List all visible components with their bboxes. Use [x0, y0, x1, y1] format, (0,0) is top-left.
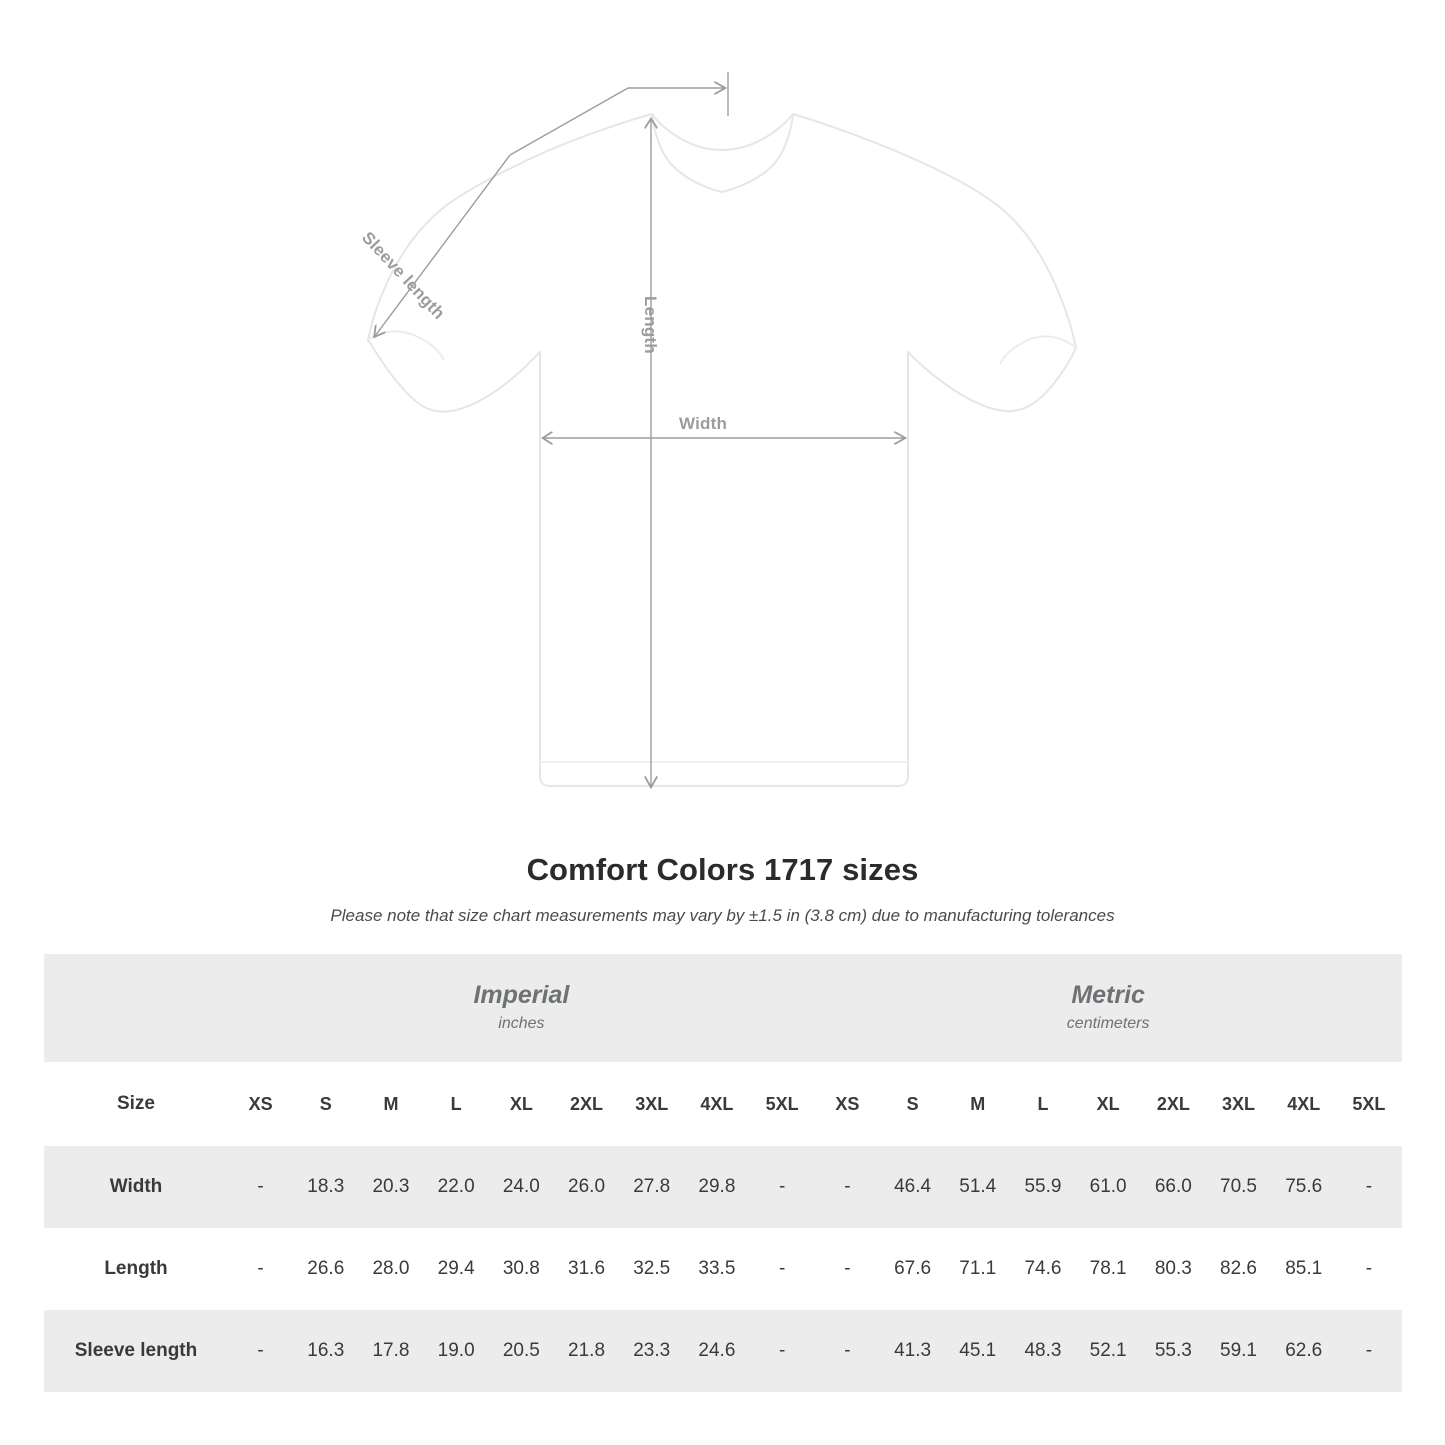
cell-width-imp-m: 20.3 — [358, 1146, 423, 1228]
size-table — [44, 954, 1402, 1392]
col-header-xs-imp: XS — [228, 1062, 293, 1146]
cell-sleeve-met-m: 45.1 — [945, 1310, 1010, 1392]
row-header-label: Size — [44, 1062, 228, 1146]
cell-sleeve-imp-5xl: - — [750, 1310, 815, 1392]
unit-group-metric — [815, 954, 1402, 1062]
cell-width-imp-2xl: 26.0 — [554, 1146, 619, 1228]
cell-sleeve-met-5xl: - — [1336, 1310, 1401, 1392]
col-header-xs-met: XS — [815, 1062, 880, 1146]
col-header-4xl-met: 4XL — [1271, 1062, 1336, 1146]
cell-length-imp-l: 29.4 — [424, 1228, 489, 1310]
row-label-length: Length — [44, 1228, 228, 1310]
col-header-4xl-imp: 4XL — [684, 1062, 749, 1146]
cell-sleeve-imp-2xl: 21.8 — [554, 1310, 619, 1392]
cell-sleeve-imp-xs: - — [228, 1310, 293, 1392]
cell-sleeve-imp-m: 17.8 — [358, 1310, 423, 1392]
table-row — [44, 1146, 1402, 1228]
row-label-width: Width — [44, 1146, 228, 1228]
cell-length-imp-m: 28.0 — [358, 1228, 423, 1310]
cell-sleeve-met-4xl: 62.6 — [1271, 1310, 1336, 1392]
table-row — [44, 1310, 1402, 1392]
col-header-3xl-imp: 3XL — [619, 1062, 684, 1146]
unit-group-imperial — [228, 954, 815, 1062]
cell-sleeve-imp-4xl: 24.6 — [684, 1310, 749, 1392]
row-label-sleeve-length: Sleeve length — [44, 1310, 228, 1392]
cell-width-imp-xl: 24.0 — [489, 1146, 554, 1228]
length-label: Length — [641, 296, 660, 354]
cell-length-imp-2xl: 31.6 — [554, 1228, 619, 1310]
col-header-5xl-imp: 5XL — [750, 1062, 815, 1146]
page-title: Comfort Colors 1717 sizes — [526, 852, 919, 887]
sleeve-length-label: Sleeve length — [358, 228, 449, 324]
cell-width-met-2xl: 66.0 — [1141, 1146, 1206, 1228]
cell-sleeve-met-xl: 52.1 — [1076, 1310, 1141, 1392]
col-header-3xl-met: 3XL — [1206, 1062, 1271, 1146]
cell-sleeve-imp-3xl: 23.3 — [619, 1310, 684, 1392]
cell-length-met-5xl: - — [1336, 1228, 1401, 1310]
cell-length-met-s: 67.6 — [880, 1228, 945, 1310]
cell-sleeve-imp-xl: 20.5 — [489, 1310, 554, 1392]
col-header-l-met: L — [1010, 1062, 1075, 1146]
col-header-m-met: M — [945, 1062, 1010, 1146]
col-header-l-imp: L — [424, 1062, 489, 1146]
cell-width-imp-s: 18.3 — [293, 1146, 358, 1228]
unit-group-metric-sub: centimeters — [1066, 1014, 1150, 1032]
cell-width-met-5xl: - — [1336, 1146, 1401, 1228]
cell-length-met-2xl: 80.3 — [1141, 1228, 1206, 1310]
cell-width-met-xl: 61.0 — [1076, 1146, 1141, 1228]
measurement-note: Please note that size chart measurements may vary by ±1.5 in (3.8 cm) due to manufacturing tolerances — [330, 906, 1115, 925]
cell-length-met-xl: 78.1 — [1076, 1228, 1141, 1310]
size-header-row — [44, 1062, 1402, 1146]
col-header-s-met: S — [880, 1062, 945, 1146]
unit-group-metric-name: Metric — [1071, 981, 1145, 1010]
table-row — [44, 1228, 1402, 1310]
cell-length-met-4xl: 85.1 — [1271, 1228, 1336, 1310]
cell-length-imp-s: 26.6 — [293, 1228, 358, 1310]
cell-sleeve-met-xs: - — [815, 1310, 880, 1392]
size-table-wrap — [44, 954, 1401, 1392]
cell-length-met-l: 74.6 — [1010, 1228, 1075, 1310]
cell-width-met-4xl: 75.6 — [1271, 1146, 1336, 1228]
width-label: Width — [679, 414, 728, 433]
cell-sleeve-imp-l: 19.0 — [424, 1310, 489, 1392]
col-header-xl-imp: XL — [489, 1062, 554, 1146]
cell-sleeve-imp-s: 16.3 — [293, 1310, 358, 1392]
cell-sleeve-met-s: 41.3 — [880, 1310, 945, 1392]
unit-spacer — [44, 954, 228, 1062]
cell-length-imp-xs: - — [228, 1228, 293, 1310]
title-block — [0, 852, 1445, 926]
cell-width-imp-5xl: - — [750, 1146, 815, 1228]
col-header-5xl-met: 5XL — [1336, 1062, 1401, 1146]
cell-length-met-xs: - — [815, 1228, 880, 1310]
cell-width-imp-l: 22.0 — [424, 1146, 489, 1228]
col-header-2xl-imp: 2XL — [554, 1062, 619, 1146]
cell-length-imp-3xl: 32.5 — [619, 1228, 684, 1310]
cell-length-imp-xl: 30.8 — [489, 1228, 554, 1310]
col-header-xl-met: XL — [1076, 1062, 1141, 1146]
cell-width-met-3xl: 70.5 — [1206, 1146, 1271, 1228]
cell-width-met-l: 55.9 — [1010, 1146, 1075, 1228]
cell-width-met-m: 51.4 — [945, 1146, 1010, 1228]
cell-length-imp-4xl: 33.5 — [684, 1228, 749, 1310]
unit-group-imperial-name: Imperial — [473, 981, 570, 1010]
cell-width-imp-3xl: 27.8 — [619, 1146, 684, 1228]
tshirt-shape — [368, 114, 1076, 786]
cell-width-imp-xs: - — [228, 1146, 293, 1228]
cell-length-met-m: 71.1 — [945, 1228, 1010, 1310]
cell-length-imp-5xl: - — [750, 1228, 815, 1310]
cell-sleeve-met-2xl: 55.3 — [1141, 1310, 1206, 1392]
col-header-m-imp: M — [358, 1062, 423, 1146]
cell-width-met-s: 46.4 — [880, 1146, 945, 1228]
col-header-s-imp: S — [293, 1062, 358, 1146]
cell-length-met-3xl: 82.6 — [1206, 1228, 1271, 1310]
cell-sleeve-met-3xl: 59.1 — [1206, 1310, 1271, 1392]
cell-width-imp-4xl: 29.8 — [684, 1146, 749, 1228]
cell-width-met-xs: - — [815, 1146, 880, 1228]
col-header-2xl-met: 2XL — [1141, 1062, 1206, 1146]
unit-header-row — [44, 954, 1402, 1062]
unit-group-imperial-sub: inches — [498, 1014, 545, 1032]
cell-sleeve-met-l: 48.3 — [1010, 1310, 1075, 1392]
